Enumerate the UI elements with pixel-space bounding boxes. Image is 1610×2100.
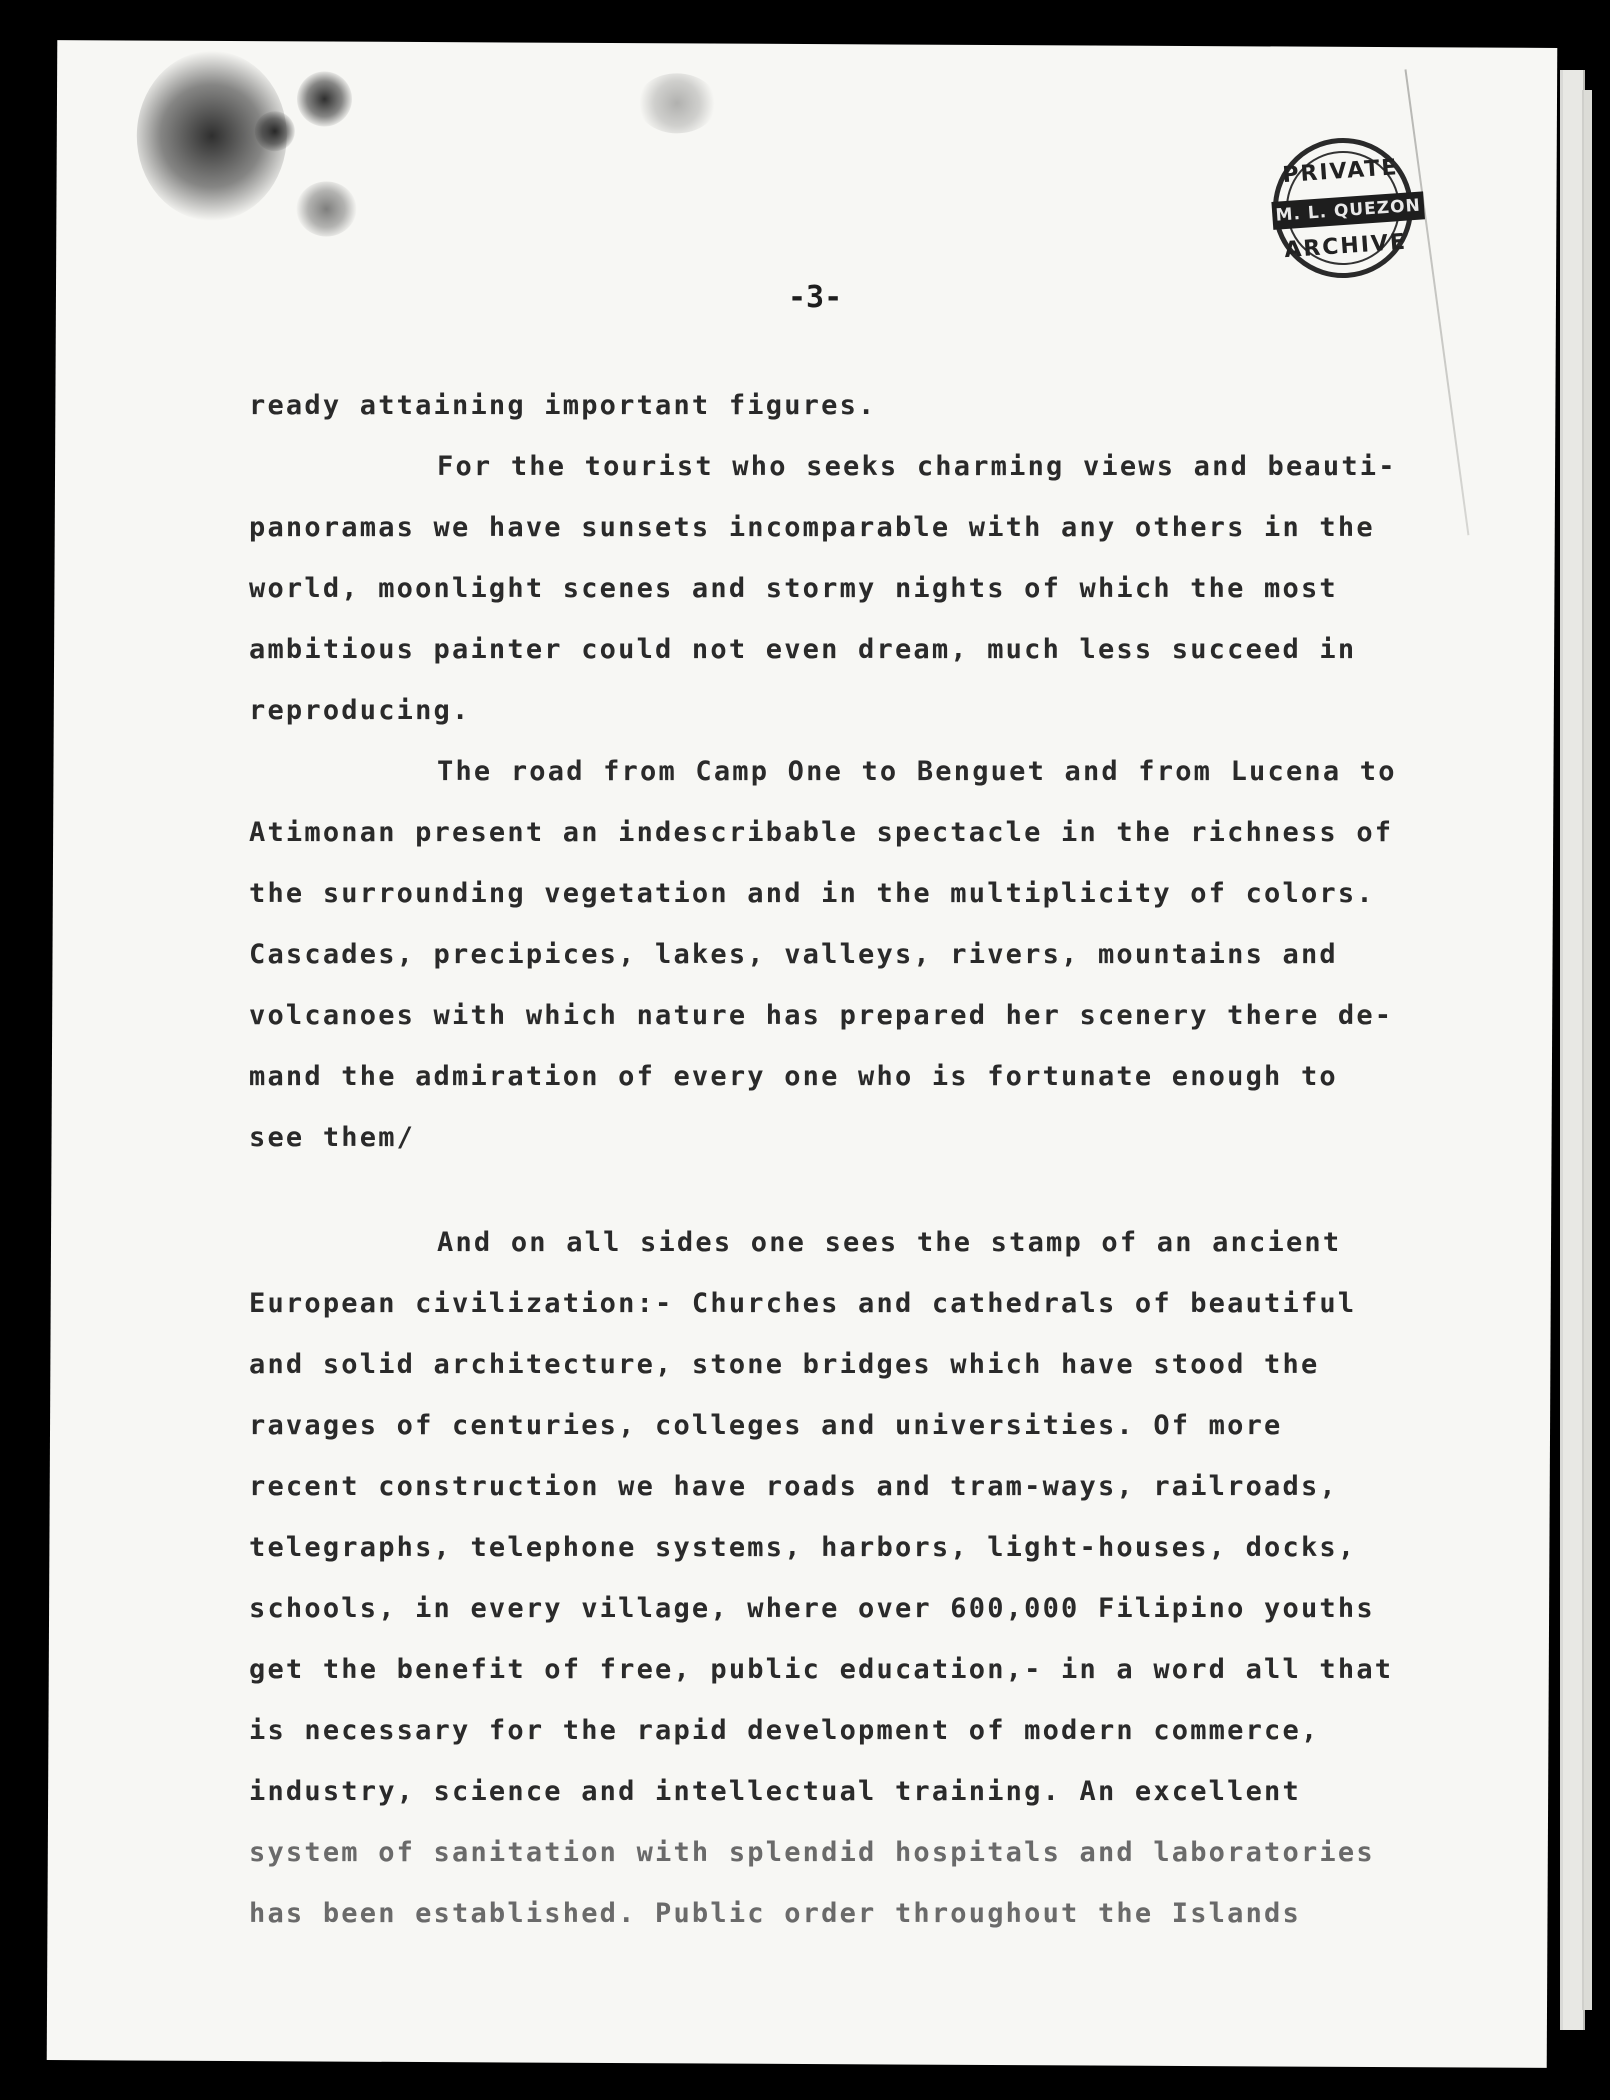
text-line: ravages of centuries, colleges and universities. Of more (249, 1410, 1283, 1441)
text-line: And on all sides one sees the stamp of an ancient (437, 1227, 1342, 1258)
text-line: get the benefit of free, public education,- in a word all that (249, 1654, 1394, 1685)
text-line: ambitious painter could not even dream, much less succeed in (249, 634, 1357, 665)
text-line: recent construction we have roads and tram-ways, railroads, (249, 1471, 1338, 1502)
page-number: -3- (788, 280, 843, 315)
text-line: and solid architecture, stone bridges which have stood the (249, 1349, 1320, 1380)
text-line: volcanoes with which nature has prepared her scenery there de- (249, 1000, 1394, 1031)
text-line: system of sanitation with splendid hospitals and laboratories (249, 1837, 1375, 1868)
text-line: For the tourist who seeks charming views and beauti- (437, 451, 1397, 482)
text-line: world, moonlight scenes and stormy nights of which the most (249, 573, 1338, 604)
document-body (249, 375, 1429, 1944)
text-line: Atimonan present an indescribable spectacle in the richness of (249, 817, 1394, 848)
text-line: ready attaining important figures. (249, 390, 877, 421)
text-line: mand the admiration of every one who is fortunate enough to (249, 1061, 1338, 1092)
underlying-page-edge (1582, 90, 1592, 2010)
stamp-top-text: PRIVATE (1281, 155, 1400, 189)
ink-blot (297, 71, 352, 126)
text-line: telegraphs, telephone systems, harbors, light-houses, docks, (249, 1532, 1357, 1563)
text-line: The road from Camp One to Benguet and from Lucena to (437, 756, 1397, 787)
text-line: reproducing. (249, 695, 471, 726)
text-line: industry, science and intellectual training. An excellent (249, 1776, 1301, 1807)
ink-blot (637, 73, 717, 133)
text-line: schools, in every village, where over 600,000 Filipino youths (249, 1593, 1375, 1624)
ink-blot (255, 111, 295, 151)
text-line: panoramas we have sunsets incomparable with any others in the (249, 512, 1375, 543)
stamp-middle-text: M. L. QUEZON (1271, 191, 1425, 230)
text-line: is necessary for the rapid development of modern commerce, (249, 1715, 1320, 1746)
text-line: European civilization:- Churches and cathedrals of beautiful (249, 1288, 1357, 1319)
paragraph-gap (249, 1168, 1429, 1212)
stamp-bottom-text: ARCHIVE (1283, 229, 1408, 264)
ink-blot (296, 181, 356, 236)
text-line: see them/ (249, 1122, 416, 1153)
text-line: Cascades, precipices, lakes, valleys, rivers, mountains and (249, 939, 1338, 970)
text-line: has been established. Public order throughout the Islands (249, 1898, 1301, 1929)
text-line: the surrounding vegetation and in the multiplicity of colors. (249, 878, 1375, 909)
